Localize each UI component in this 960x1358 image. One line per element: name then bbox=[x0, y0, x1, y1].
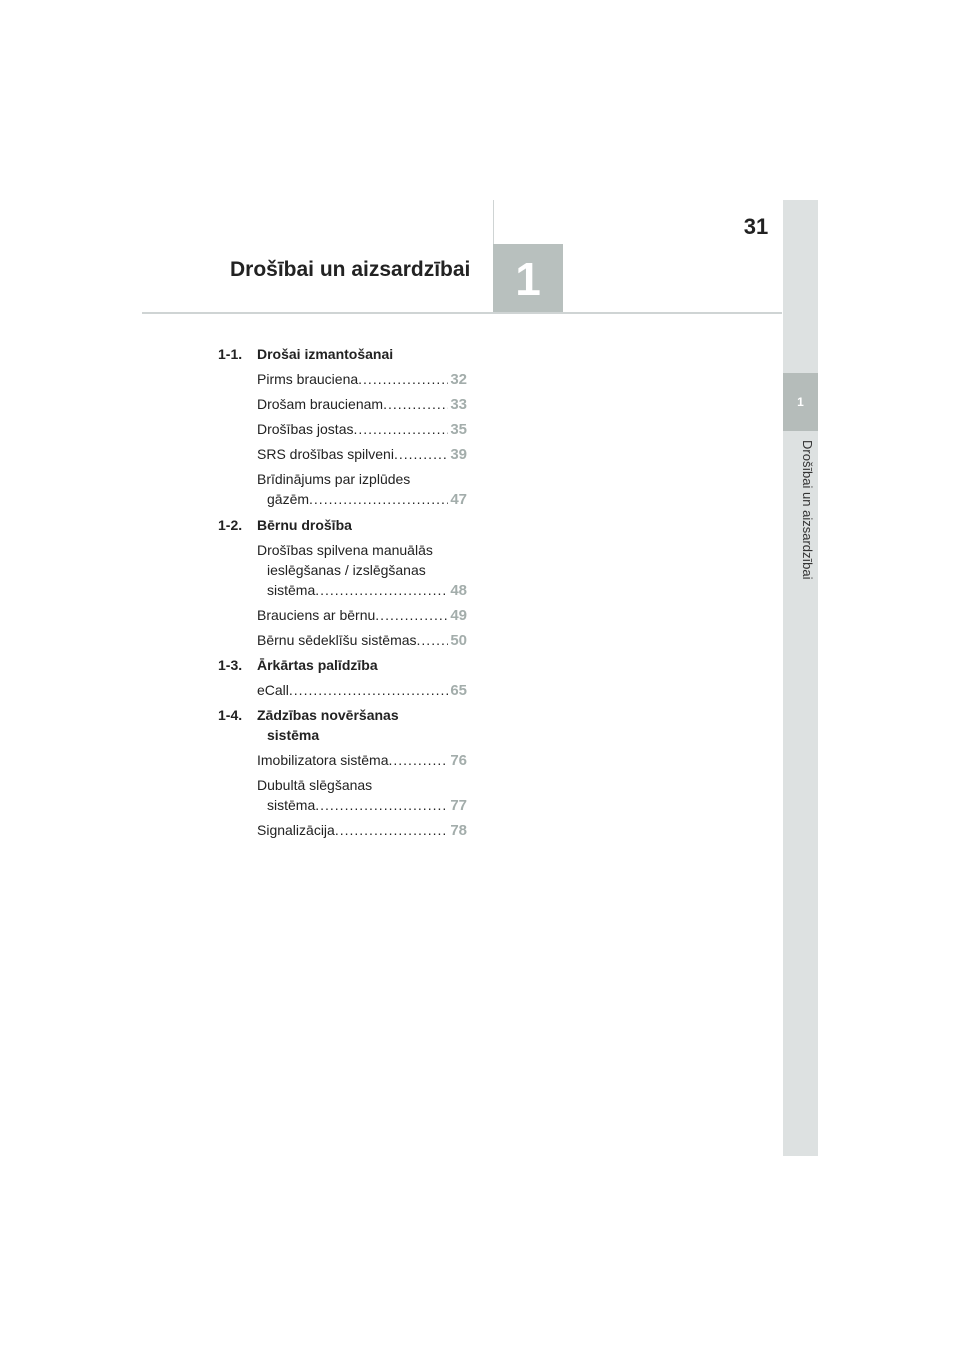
entry-page-number: 47 bbox=[450, 491, 467, 508]
dot-leader bbox=[315, 580, 448, 600]
entry-text: Imobilizatora sistēma bbox=[257, 752, 389, 768]
section-number: 1-4. bbox=[218, 707, 243, 723]
entry-text: sistēma bbox=[267, 797, 316, 813]
section-title: Drošai izmantošanai bbox=[257, 346, 394, 362]
entry-page-number: 39 bbox=[450, 446, 467, 463]
dot-leader bbox=[358, 369, 448, 389]
toc-entry[interactable] bbox=[257, 605, 467, 626]
entry-text: gāzēm bbox=[267, 491, 310, 507]
dot-leader bbox=[417, 630, 449, 650]
chapter-title: Drošībai un aizsardzībai bbox=[230, 258, 471, 281]
dot-leader bbox=[353, 419, 448, 439]
section-title: Ārkārtas palīdzība bbox=[257, 657, 378, 673]
side-thumb-strip bbox=[783, 200, 818, 1156]
toc-entry[interactable] bbox=[257, 369, 467, 390]
entry-page-number: 78 bbox=[450, 822, 467, 839]
dot-leader bbox=[394, 444, 448, 464]
toc-entry[interactable] bbox=[257, 750, 467, 771]
toc-entry[interactable] bbox=[257, 680, 467, 701]
toc-entry[interactable] bbox=[257, 630, 467, 651]
entry-text: Drošības spilvena manuālās bbox=[257, 542, 433, 558]
side-thumb-tab: 1 bbox=[783, 373, 818, 431]
dot-leader bbox=[389, 750, 449, 770]
entry-text: eCall bbox=[257, 682, 289, 698]
dot-leader bbox=[383, 394, 448, 414]
entry-page-number: 35 bbox=[450, 421, 467, 438]
dot-leader bbox=[315, 795, 448, 815]
entry-page-number: 49 bbox=[450, 607, 467, 624]
entry-text: sistēma bbox=[267, 582, 316, 598]
entry-text: Drošam braucienam bbox=[257, 396, 384, 412]
toc-entry[interactable] bbox=[257, 820, 467, 841]
dot-leader bbox=[335, 820, 448, 840]
entry-page-number: 33 bbox=[450, 396, 467, 413]
entry-text: Dubultā slēgšanas bbox=[257, 777, 373, 793]
section-title: sistēma bbox=[267, 727, 320, 743]
section-title: Zādzības novēršanas bbox=[257, 707, 399, 723]
toc-entry[interactable] bbox=[257, 394, 467, 415]
entry-text: Signalizācija bbox=[257, 822, 335, 838]
entry-text: SRS drošības spilveni bbox=[257, 446, 394, 462]
section-number: 1-1. bbox=[218, 346, 243, 362]
page-number: 31 bbox=[743, 214, 769, 239]
side-thumb-label: Drošībai un aizsardzībai bbox=[800, 440, 815, 580]
toc-entry[interactable] bbox=[257, 419, 467, 440]
entry-text: Drošības jostas bbox=[257, 421, 354, 437]
entry-text: Bērnu sēdeklīšu sistēmas bbox=[257, 632, 417, 648]
entry-text: Pirms brauciena bbox=[257, 371, 359, 387]
chapter-number-tab: 1 bbox=[493, 244, 563, 314]
dot-leader bbox=[309, 489, 448, 509]
header-divider-horizontal bbox=[142, 312, 782, 314]
entry-page-number: 32 bbox=[450, 371, 467, 388]
entry-text: Brauciens ar bērnu bbox=[257, 607, 376, 623]
toc-entry[interactable] bbox=[257, 444, 467, 465]
section-number: 1-3. bbox=[218, 657, 243, 673]
entry-text: ieslēgšanas / izslēgšanas bbox=[267, 562, 426, 578]
entry-page-number: 65 bbox=[450, 682, 467, 699]
entry-page-number: 76 bbox=[450, 752, 467, 769]
section-title: Bērnu drošība bbox=[257, 517, 352, 533]
dot-leader bbox=[289, 680, 448, 700]
toc-entry[interactable] bbox=[257, 540, 467, 601]
entry-page-number: 48 bbox=[450, 582, 467, 599]
toc-entry[interactable] bbox=[257, 775, 467, 816]
dot-leader bbox=[375, 605, 448, 625]
toc-entry[interactable] bbox=[257, 469, 467, 510]
entry-page-number: 50 bbox=[450, 632, 467, 649]
section-number: 1-2. bbox=[218, 517, 243, 533]
entry-text: Brīdinājums par izplūdes bbox=[257, 471, 411, 487]
header-divider-vertical bbox=[493, 200, 494, 244]
entry-page-number: 77 bbox=[450, 797, 467, 814]
